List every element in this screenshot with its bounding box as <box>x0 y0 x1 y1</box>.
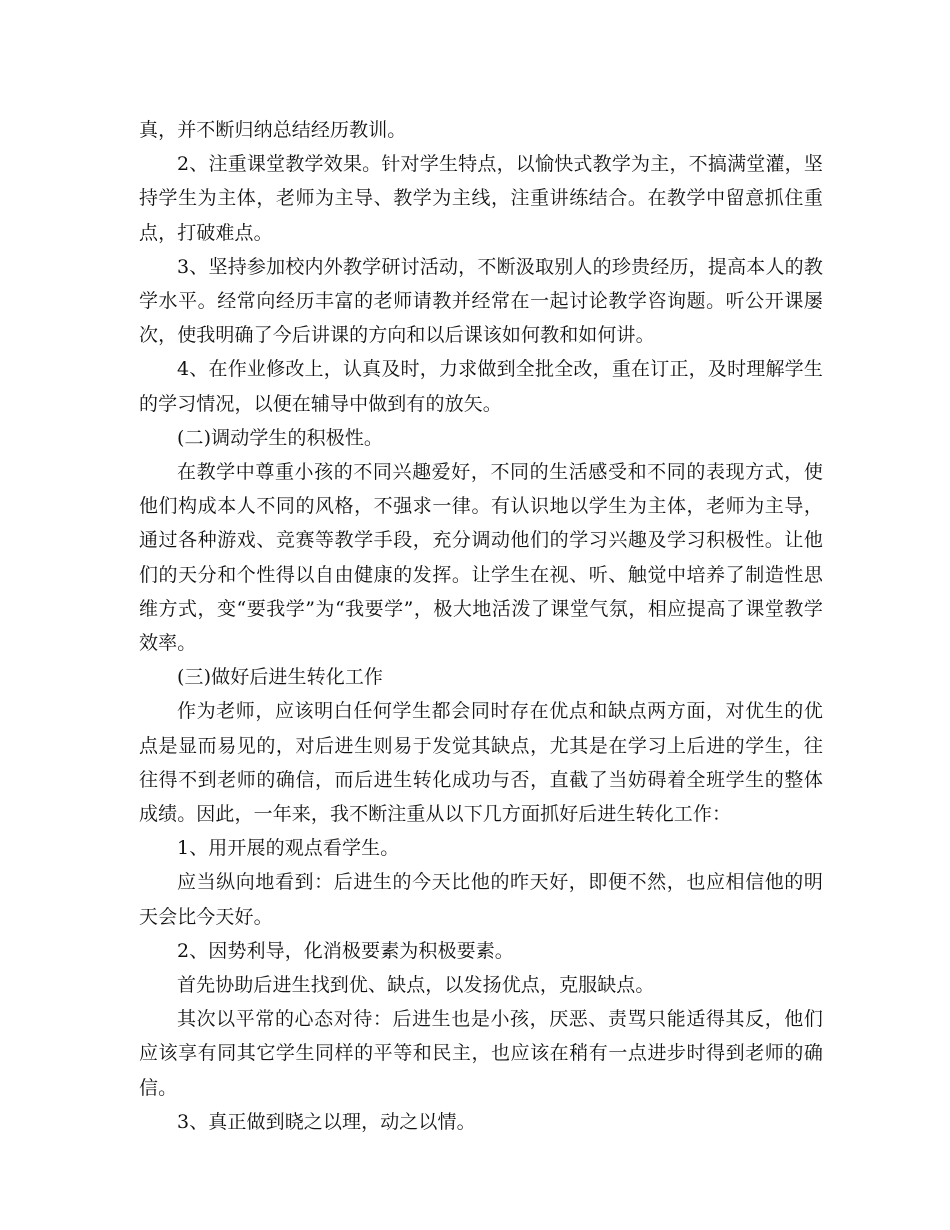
paragraph: 真，并不断归纳总结经历教训。 <box>139 119 407 141</box>
paragraph: 2、注重课堂教学效果。针对学生特点，以愉快式教学为主，不搞满堂灌，坚持学生为主体，老师为主导、教学为主线，注重讲练结合。在教学中留意抓住重点，打破难点。 <box>139 153 823 244</box>
paragraph: 3、坚持参加校内外教学研讨活动，不断汲取别人的珍贵经历，提高本人的教学水平。经常向经历丰富的老师请教并经常在一起讨论教学咨询题。听公开课屡次，使我明确了今后讲课的方向和以后课该如何教和如何讲。 <box>139 255 823 347</box>
paragraph: 应当纵向地看到：后进生的今天比他的昨天好，即便不然，也应相信他的明天会比今天好。 <box>139 871 823 928</box>
paragraph: 首先协助后进生找到优、缺点，以发扬优点，克服缺点。 <box>177 974 655 997</box>
paragraph: 在教学中尊重小孩的不同兴趣爱好，不同的生活感受和不同的表现方式，使他们构成本人不同的风格，不强求一律。有认识地以学生为主体，老师为主导，通过各种游戏、竞赛等教学手段，充分调动他们的学习兴趣及学习积极性。让他们的天分和个性得以自由健康的发挥。让学生在视、听、触觉中培养了制造性思维方式，变“要我学”为“我要学”，极大地活泼了课堂气氛，相应提高了课堂教学效率。 <box>139 461 823 655</box>
section-heading: (三)做好后进生转化工作 <box>177 666 384 689</box>
paragraph: 4、在作业修改上，认真及时，力求做到全批全改，重在订正，及时理解学生的学习情况，以便在辅导中做到有的放矢。 <box>139 358 823 415</box>
document-body <box>139 113 823 1139</box>
list-item-heading: 3、真正做到晓之以理，动之以情。 <box>177 1110 476 1133</box>
paragraph: 作为老师，应该明白任何学生都会同时存在优点和缺点两方面，对优生的优点是显而易见的，对后进生则易于发觉其缺点，尤其是在学习上后进的学生，往往得不到老师的确信，而后进生转化成功与否，直截了当妨碍着全班学生的整体成绩。因此，一年来，我不断注重从以下几方面抓好后进生转化工作： <box>139 700 823 826</box>
list-item-heading: 1、用开展的观点看学生。 <box>177 837 400 860</box>
section-heading: (二)调动学生的积极性。 <box>177 426 384 449</box>
paragraph: 其次以平常的心态对待：后进生也是小孩，厌恶、责骂只能适得其反，他们应该享有同其它学生同样的平等和民主，也应该在稍有一点进步时得到老师的确信。 <box>139 1008 823 1099</box>
list-item-heading: 2、因势利导，化消极要素为积极要素。 <box>177 939 514 962</box>
